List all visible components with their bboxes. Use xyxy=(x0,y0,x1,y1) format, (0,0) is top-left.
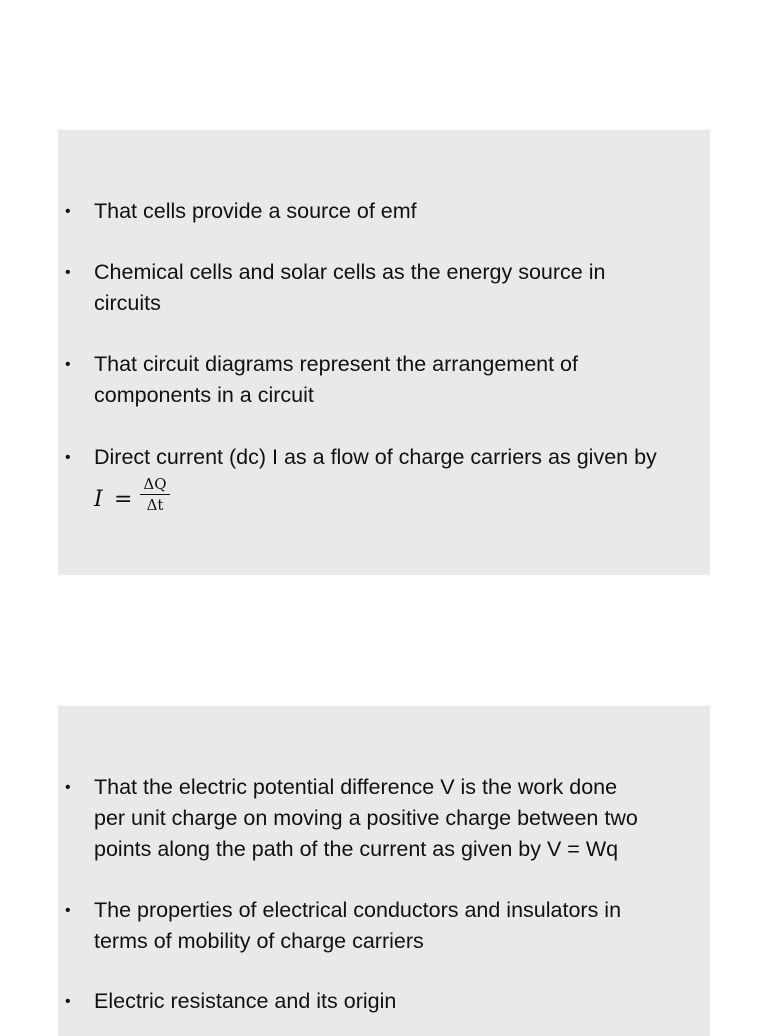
bullet-dot: • xyxy=(65,356,71,373)
bullet-text: Chemical cells and solar cells as the energy source in circuits xyxy=(94,260,606,315)
slide-2 xyxy=(58,706,710,1036)
formula-fraction xyxy=(140,475,170,515)
formula-numerator: ΔQ xyxy=(140,475,170,495)
bullet-dot: • xyxy=(65,779,71,796)
bullet-dot: • xyxy=(65,993,71,1010)
bullet-text: That circuit diagrams represent the arrangement of components in a circuit xyxy=(94,352,578,407)
slide-1 xyxy=(58,130,710,575)
formula-variable: I xyxy=(94,487,103,512)
bullet-dot: • xyxy=(65,264,71,281)
bullet-dot: • xyxy=(65,449,71,466)
formula-denominator: Δt xyxy=(146,496,164,514)
formula-equals: = xyxy=(114,487,133,512)
bullet-dot: • xyxy=(65,203,71,220)
bullet-dot: • xyxy=(65,902,71,919)
bullet-text: That cells provide a source of emf xyxy=(94,199,417,223)
bullet-text: The properties of electrical conductors and insulators in terms of mobility of charge carriers xyxy=(94,898,622,953)
bullet-text: Direct current (dc) I as a flow of charge carriers as given by xyxy=(94,445,657,469)
bullet-text: That the electric potential difference V is the work done per unit charge on moving a positive charge between two points along the path of the current as given by V = Wq xyxy=(94,775,638,861)
bullet-text: Electric resistance and its origin xyxy=(94,989,397,1013)
